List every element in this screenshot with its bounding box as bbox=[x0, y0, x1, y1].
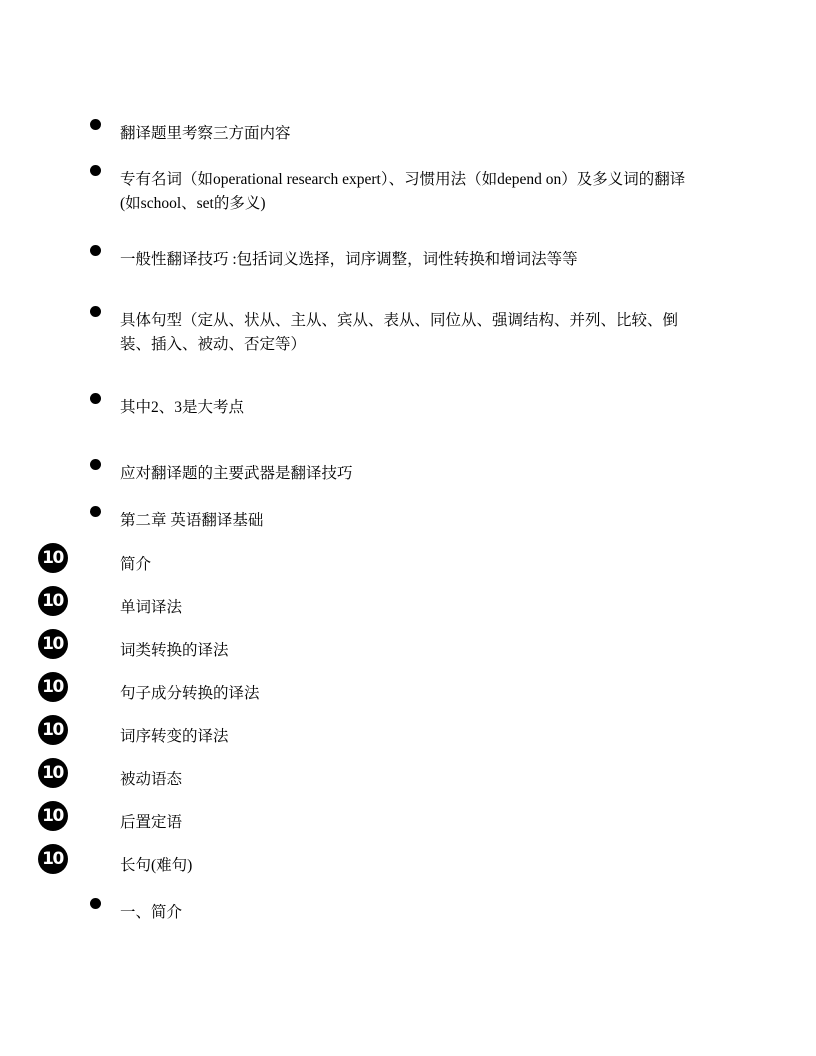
list-item-text: 后置定语 bbox=[120, 814, 183, 831]
circled-list-item bbox=[42, 849, 708, 878]
bullet-list-item bbox=[120, 248, 708, 272]
circled-10-icon: 10 bbox=[38, 672, 68, 702]
bullet-list-item bbox=[120, 462, 708, 486]
list-item-text: 单词译法 bbox=[120, 599, 183, 616]
circled-list-item bbox=[42, 720, 708, 749]
bullet-icon bbox=[90, 506, 101, 517]
circled-list-item bbox=[42, 548, 708, 577]
list-item-text: 翻译题里考察三方面内容 bbox=[120, 125, 291, 142]
list-item-text: 长句(难句) bbox=[120, 857, 193, 874]
bullet-list-item bbox=[120, 122, 708, 146]
circled-10-icon: 10 bbox=[38, 586, 68, 616]
circled-10-icon: 10 bbox=[38, 629, 68, 659]
list-item-text: 词序转变的译法 bbox=[120, 728, 229, 745]
bullet-icon bbox=[90, 898, 101, 909]
circled-10-icon: 10 bbox=[38, 543, 68, 573]
bullet-list-item bbox=[120, 396, 708, 420]
bullet-icon bbox=[90, 459, 101, 470]
bullet-icon bbox=[90, 245, 101, 256]
list-item-text: 一般性翻译技巧 :包括词义选择，词序调整，词性转换和增词法等等 bbox=[120, 251, 578, 268]
bullet-list-item bbox=[120, 901, 708, 925]
circled-10-icon: 10 bbox=[38, 758, 68, 788]
list-item-text: 其中2、3是大考点 bbox=[120, 399, 245, 416]
circled-10-icon: 10 bbox=[38, 801, 68, 831]
list-item-text: 专有名词（如operational research expert）、习惯用法（如depend on）及多义词的翻译 (如school、set的多义) bbox=[120, 171, 686, 212]
circled-list-item bbox=[42, 763, 708, 792]
list-item-text: 应对翻译题的主要武器是翻译技巧 bbox=[120, 465, 353, 482]
bullet-list-item bbox=[120, 309, 708, 357]
list-item-text: 句子成分转换的译法 bbox=[120, 685, 260, 702]
bullet-list-item bbox=[120, 168, 708, 216]
bullet-icon bbox=[90, 119, 101, 130]
bullet-icon bbox=[90, 306, 101, 317]
circled-list-item bbox=[42, 591, 708, 620]
bullet-list-item bbox=[120, 509, 708, 533]
circled-10-icon: 10 bbox=[38, 715, 68, 745]
list-item-text: 词类转换的译法 bbox=[120, 642, 229, 659]
list-item-text: 被动语态 bbox=[120, 771, 183, 788]
circled-list-item bbox=[42, 677, 708, 706]
list-item-text: 具体句型（定从、状从、主从、宾从、表从、同位从、强调结构、并列、比较、倒装、插入、被动、否定等） bbox=[120, 312, 679, 353]
list-item-text: 第二章 英语翻译基础 bbox=[120, 512, 264, 529]
bullet-icon bbox=[90, 165, 101, 176]
circled-list-item bbox=[42, 806, 708, 835]
circled-list-item bbox=[42, 634, 708, 663]
list-item-text: 简介 bbox=[120, 556, 152, 573]
circled-10-icon: 10 bbox=[38, 844, 68, 874]
bullet-icon bbox=[90, 393, 101, 404]
list-item-text: 一、简介 bbox=[120, 904, 183, 921]
